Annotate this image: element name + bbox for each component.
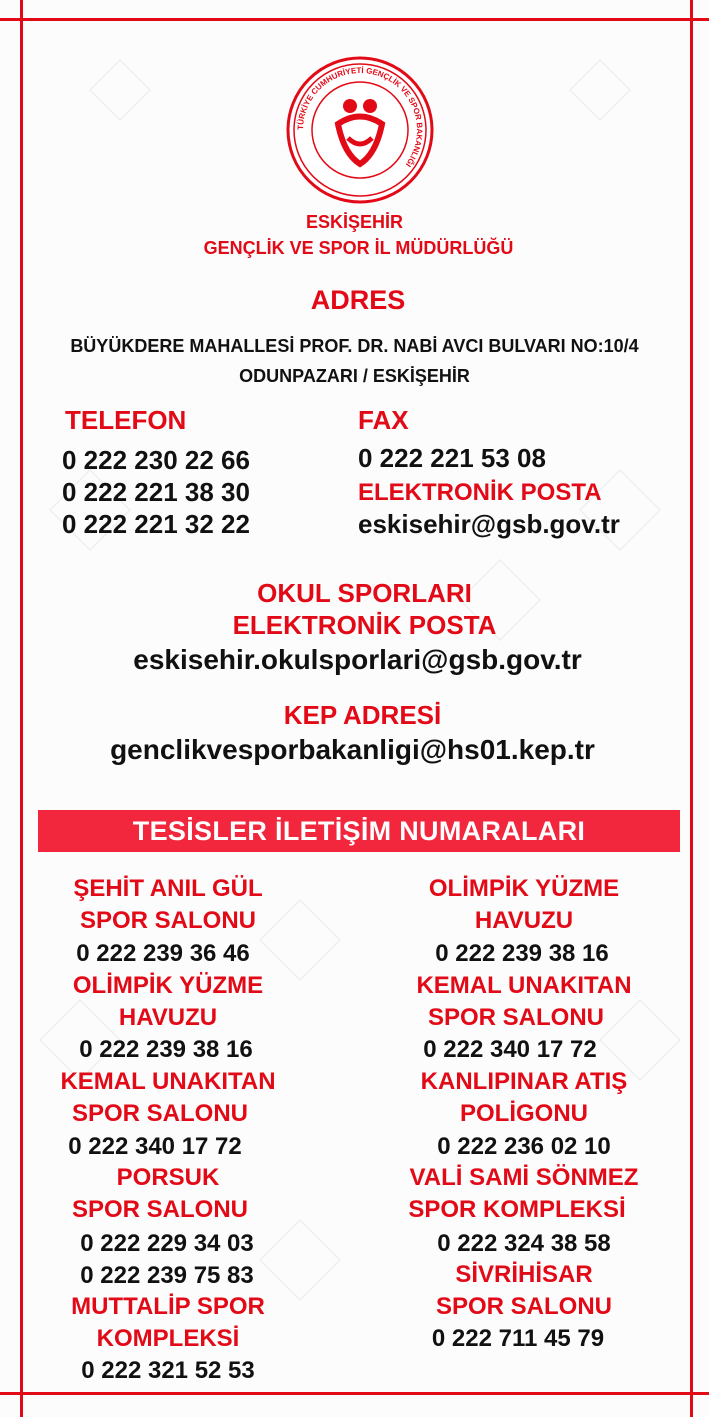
left-facility-5-name1: MUTTALİP SPOR — [71, 1293, 265, 1320]
left-facility-3-name1: KEMAL UNAKITAN — [60, 1068, 276, 1095]
left-facility-4-phone: 0 222 229 34 03 — [80, 1230, 254, 1257]
right-facility-4-phone: 0 222 324 38 58 — [437, 1230, 611, 1257]
logo-ring-text: TÜRKİYE CUMHURİYETİ GENÇLİK VE SPOR BAKANLIĞI — [295, 65, 425, 169]
right-facility-3-name2: POLİGONU — [459, 1100, 588, 1127]
bottom-border — [0, 1392, 709, 1395]
email-address[interactable]: eskisehir@gsb.gov.tr — [358, 509, 620, 539]
facilities-banner — [38, 810, 680, 852]
right-facility-3-phone: 0 222 236 02 10 — [437, 1133, 611, 1160]
school-heading-1: OKUL SPORLARI — [257, 578, 472, 608]
phone-number-1: 0 222 230 22 66 — [62, 445, 250, 475]
left-facility-3-phone: 0 222 340 17 72 — [68, 1133, 242, 1160]
left-facility-1-phone: 0 222 239 36 46 — [76, 940, 250, 967]
left-facility-2-name2: HAVUZU — [118, 1004, 218, 1031]
left-facility-5-name2: KOMPLEKSİ — [96, 1325, 240, 1352]
school-email[interactable]: eskisehir.okulsporlari@gsb.gov.tr — [133, 644, 582, 675]
top-border — [0, 18, 709, 21]
kep-address[interactable]: genclikvesporbakanligi@hs01.kep.tr — [110, 734, 595, 765]
left-facility-3-name2: SPOR SALONU — [71, 1100, 248, 1127]
email-heading: ELEKTRONİK POSTA — [358, 479, 602, 506]
right-facility-4-name2: SPOR KOMPLEKSİ — [408, 1196, 626, 1223]
left-facility-2-name1: OLİMPİK YÜZME — [72, 972, 264, 999]
left-facility-1-name2: SPOR SALONU — [79, 907, 256, 934]
left-facility-4-name2: SPOR SALONU — [71, 1196, 248, 1223]
right-facility-3-name1: KANLIPINAR ATIŞ — [420, 1068, 628, 1095]
left-facility-5-phone: 0 222 321 52 53 — [81, 1357, 255, 1384]
ministry-logo — [284, 54, 436, 206]
phone-number-2: 0 222 221 38 30 — [62, 477, 250, 507]
phone-number-3: 0 222 221 32 22 — [62, 509, 250, 539]
fax-number: 0 222 221 53 08 — [358, 443, 546, 473]
right-facility-2-name2: SPOR SALONU — [427, 1004, 604, 1031]
right-facility-2-name1: KEMAL UNAKITAN — [416, 972, 632, 999]
right-facility-1-name1: OLİMPİK YÜZME — [428, 875, 620, 902]
facilities-banner-text: TESİSLER İLETİŞİM NUMARALARI — [132, 816, 586, 846]
left-facility-4-phone2: 0 222 239 75 83 — [80, 1262, 254, 1289]
left-facility-4-name1: PORSUK — [116, 1164, 220, 1191]
left-facility-1-name1: ŞEHİT ANIL GÜL — [73, 875, 263, 902]
right-facility-5-name1: SİVRİHİSAR — [455, 1261, 593, 1288]
right-facility-5-name2: SPOR SALONU — [435, 1293, 612, 1320]
address-heading: ADRES — [310, 285, 406, 315]
org-city: ESKİŞEHİR — [305, 212, 404, 232]
right-facility-1-name2: HAVUZU — [474, 907, 574, 934]
address-line1: BÜYÜKDERE MAHALLESİ PROF. DR. NABİ AVCI BULVARI NO:10/4 — [70, 336, 639, 356]
left-facility-2-phone: 0 222 239 38 16 — [79, 1036, 253, 1063]
right-facility-2-phone: 0 222 340 17 72 — [423, 1036, 597, 1063]
address-line2: ODUNPAZARI / ESKİŞEHİR — [239, 366, 470, 386]
right-facility-1-phone: 0 222 239 38 16 — [435, 940, 609, 967]
kep-heading: KEP ADRESİ — [283, 700, 442, 730]
right-facility-5-phone: 0 222 711 45 79 — [431, 1325, 605, 1352]
phone-heading: TELEFON — [65, 405, 187, 435]
org-name: GENÇLİK VE SPOR İL MÜDÜRLÜĞÜ — [203, 238, 514, 258]
right-facility-4-name1: VALİ SAMİ SÖNMEZ — [409, 1164, 639, 1191]
school-heading-2: ELEKTRONİK POSTA — [232, 610, 497, 640]
fax-heading: FAX — [358, 405, 409, 435]
